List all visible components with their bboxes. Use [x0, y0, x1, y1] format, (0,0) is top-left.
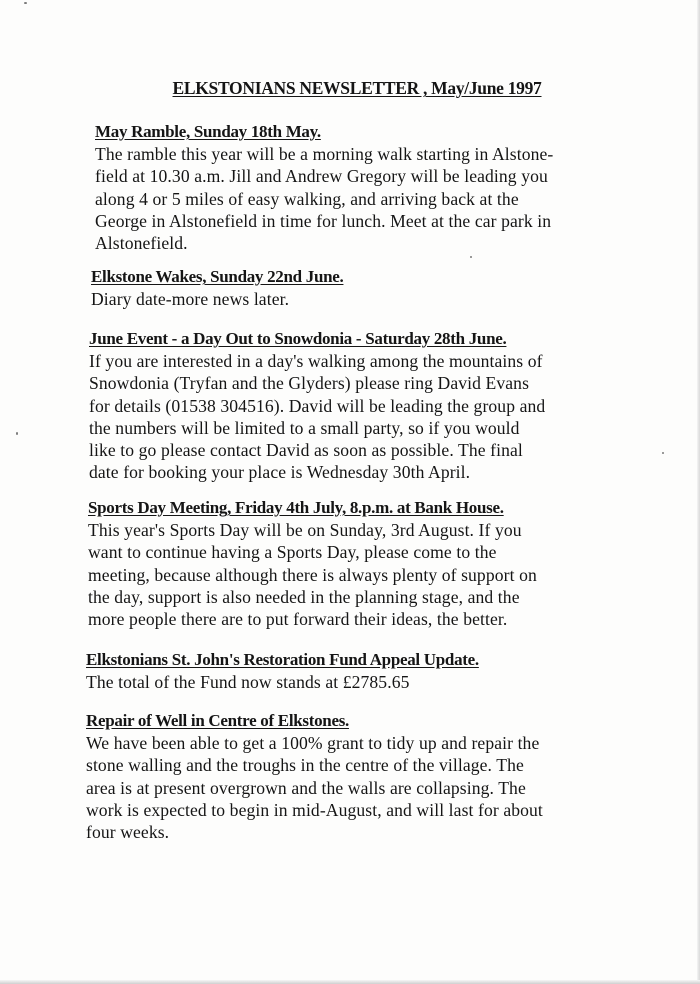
body-line: The total of the Fund now stands at £2785.65	[86, 672, 410, 692]
scan-speck	[470, 256, 472, 258]
section-heading: May Ramble, Sunday 18th May.	[95, 122, 321, 141]
body-line: like to go please contact David as soon as possible. The final	[89, 440, 523, 461]
body-line: date for booking your place is Wednesday 30th April.	[89, 462, 471, 483]
body-line: If you are interested in a day's walking among the mountains of	[89, 351, 543, 371]
section-heading: Elkstonians St. John's Restoration Fund Appeal Update.	[86, 650, 479, 669]
section-may-ramble	[95, 121, 685, 254]
body-line: along 4 or 5 miles of easy walking, and arriving back at the	[95, 188, 519, 209]
body-line: want to continue having a Sports Day, please come to the	[88, 542, 497, 563]
section-sports-day	[88, 497, 678, 630]
body-line: the day, support is also needed in the planning stage, and the	[88, 586, 520, 607]
body-line: George in Alstonefield in time for lunch. Meet at the car park in	[95, 210, 552, 231]
section-elkstone-wakes	[91, 266, 681, 310]
body-line: for details (01538 304516). David will be leading the group and	[89, 395, 546, 416]
body-line: the numbers will be limited to a small party, so if you would	[89, 417, 520, 438]
section-repair-well	[86, 710, 676, 843]
body-line: Alstonefield.	[95, 233, 188, 254]
body-line: Snowdonia (Tryfan and the Glyders) please ring David Evans	[89, 373, 530, 394]
body-line: We have been able to get a 100% grant to tidy up and repair the	[86, 733, 540, 753]
body-line: The ramble this year will be a morning walk starting in Alstone-	[95, 144, 554, 164]
body-line: stone walling and the troughs in the centre of the village. The	[86, 755, 524, 776]
body-line: more people there are to put forward their ideas, the better.	[88, 609, 508, 630]
body-line: area is at present overgrown and the walls are collapsing. The	[86, 777, 526, 798]
body-line: four weeks.	[86, 822, 170, 843]
scan-speck	[16, 432, 18, 435]
scan-edge-bottom	[0, 980, 700, 984]
body-line: Diary date-more news later.	[91, 289, 290, 309]
body-line: This year's Sports Day will be on Sunday, 3rd August. If you	[88, 520, 522, 540]
body-line: work is expected to begin in mid-August, and will last for about	[86, 799, 543, 820]
scan-speck	[24, 2, 27, 4]
section-june-event	[89, 328, 679, 484]
body-line: field at 10.30 a.m. Jill and Andrew Gregory will be leading you	[95, 166, 548, 187]
newsletter-title: ELKSTONIANS NEWSLETTER , May/June 1997	[172, 78, 542, 98]
section-heading: Repair of Well in Centre of Elkstones.	[86, 711, 349, 730]
section-heading: Elkstone Wakes, Sunday 22nd June.	[91, 267, 344, 286]
section-restoration-fund	[86, 649, 676, 693]
body-line: meeting, because although there is always plenty of support on	[88, 564, 537, 585]
section-heading: June Event - a Day Out to Snowdonia - Saturday 28th June.	[89, 329, 507, 348]
section-heading: Sports Day Meeting, Friday 4th July, 8.p.m. at Bank House.	[88, 498, 504, 517]
